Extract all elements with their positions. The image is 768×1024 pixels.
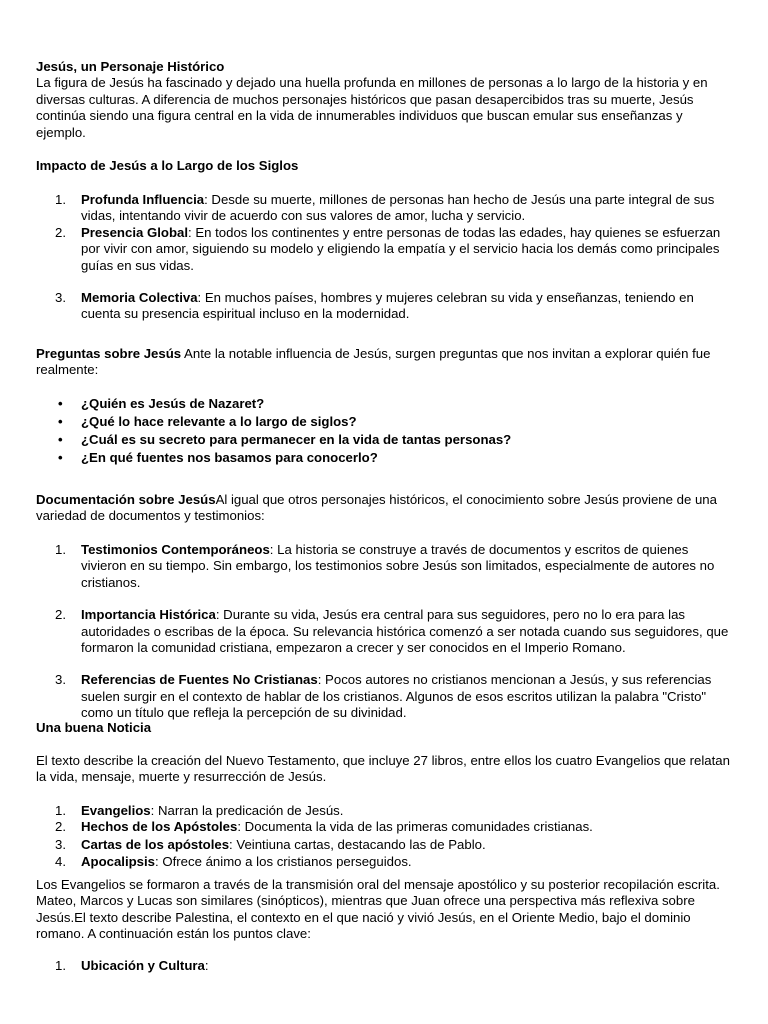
questions-paragraph: Preguntas sobre Jesús Ante la notable influencia de Jesús, surgen preguntas que nos invitan a explorar quién fue realmente:: [36, 346, 711, 378]
documentation-paragraph: Documentación sobre JesúsAl igual que otros personajes históricos, el conocimiento sobre Jesús proviene de una variedad de documentos y testimonios:: [36, 492, 717, 524]
list-item: 1. Evangelios: Narran la predicación de Jesús.: [55, 803, 344, 818]
impact-list: [36, 192, 736, 323]
list-item: 3. Cartas de los apóstoles: Veintiuna cartas, destacando las de Pablo.: [55, 836, 486, 852]
list-item: 1. Testimonios Contemporáneos: La historia se construye a través de documentos y escritos de quienes vivieron en su tiempo. Sin embargo, los testimonios sobre Jesús son limitados, especialmente de autores no cristianos.: [55, 542, 715, 590]
list-item: • ¿En qué fuentes nos basamos para conocerlo?: [58, 450, 378, 465]
questions-list: [36, 396, 736, 468]
document-title: Jesús, un Personaje Histórico: [36, 59, 225, 74]
list-item: • ¿Cuál es su secreto para permanecer en la vida de tantas personas?: [58, 432, 512, 447]
palestine-list: [36, 958, 736, 974]
questions-heading: Preguntas sobre Jesús: [36, 346, 182, 361]
documentation-list: [36, 542, 736, 722]
list-item: 1. Ubicación y Cultura:: [55, 958, 209, 973]
list-item: • ¿Quién es Jesús de Nazaret?: [58, 396, 265, 411]
documentation-heading: Documentación sobre Jesús: [36, 492, 216, 507]
goodnews-list: [36, 803, 736, 871]
list-item: 1. Profunda Influencia: Desde su muerte, millones de personas han hecho de Jesús una parte integral de sus vidas, intentando vivir de acuerdo con sus valores de amor, lucha y servicio.: [55, 192, 715, 224]
impact-heading: Impacto de Jesús a lo Largo de los Siglos: [36, 158, 299, 173]
list-item: 3. Memoria Colectiva: En muchos países, hombres y mujeres celebran su vida y enseñanzas, teniendo en cuenta su presencia espiritual incluso en la modernidad.: [55, 290, 694, 322]
goodnews-heading: Una buena Noticia: [36, 720, 152, 735]
goodnews-paragraph: El texto describe la creación del Nuevo Testamento, que incluye 27 libros, entre ellos los cuatro Evangelios que relatan la vida, mensaje, muerte y resurrección de Jesús.: [36, 753, 730, 785]
intro-section: [36, 59, 736, 141]
intro-paragraph: La figura de Jesús ha fascinado y dejado una huella profunda en millones de personas a lo largo de la historia y en diversas culturas. A diferencia de muchos personajes históricos que pasan desapercibidos tras su muerte, Jesús continúa siendo una figura central en la vida de innumerables individuos que buscan emular sus enseñanzas y ejemplo.: [36, 75, 708, 140]
list-item: 2. Presencia Global: En todos los continentes y entre personas de todas las edades, hay quienes se esfuerzan por vivir con amor, siguiendo su modelo y eligiendo la empatía y el servicio hacia los demás como principales guías en sus vidas.: [55, 224, 721, 273]
list-item: 3. Referencias de Fuentes No Cristianas: Pocos autores no cristianos mencionan a Jesús, y sus referencias suelen surgir en el contexto de hablar de los cristianos. Algunos de esos escritos utilizan la palabra "Cristo" como un título que refleja la percepción de su divinidad.: [55, 672, 712, 721]
list-item: • ¿Qué lo hace relevante a lo largo de siglos?: [58, 414, 357, 429]
list-item: 2. Importancia Histórica: Durante su vida, Jesús era central para sus seguidores, pero no lo era para las autoridades o escribas de la época. Su relevancia histórica comenzó a ser notada cuando sus seguidores, que formaron la comunidad cristiana, empezaron a crecer y ser conocidos en el Imperio Romano.: [55, 607, 729, 656]
list-item: 4. Apocalipsis: Ofrece ánimo a los cristianos perseguidos.: [55, 854, 412, 870]
closing-paragraph: Los Evangelios se formaron a través de la transmisión oral del mensaje apostólico y su posterior recopilación escrita. Mateo, Marcos y Lucas son similares (sinópticos), mientras que Juan ofrece una perspectiva más reflexiva sobre Jesús.El texto describe Palestina, el contexto en el que nació y vivió Jesús, en el Oriente Medio, bajo el dominio romano. A continuación están los puntos clave:: [36, 877, 720, 942]
list-item: 2. Hechos de los Apóstoles: Documenta la vida de las primeras comunidades cristianas.: [55, 819, 593, 835]
